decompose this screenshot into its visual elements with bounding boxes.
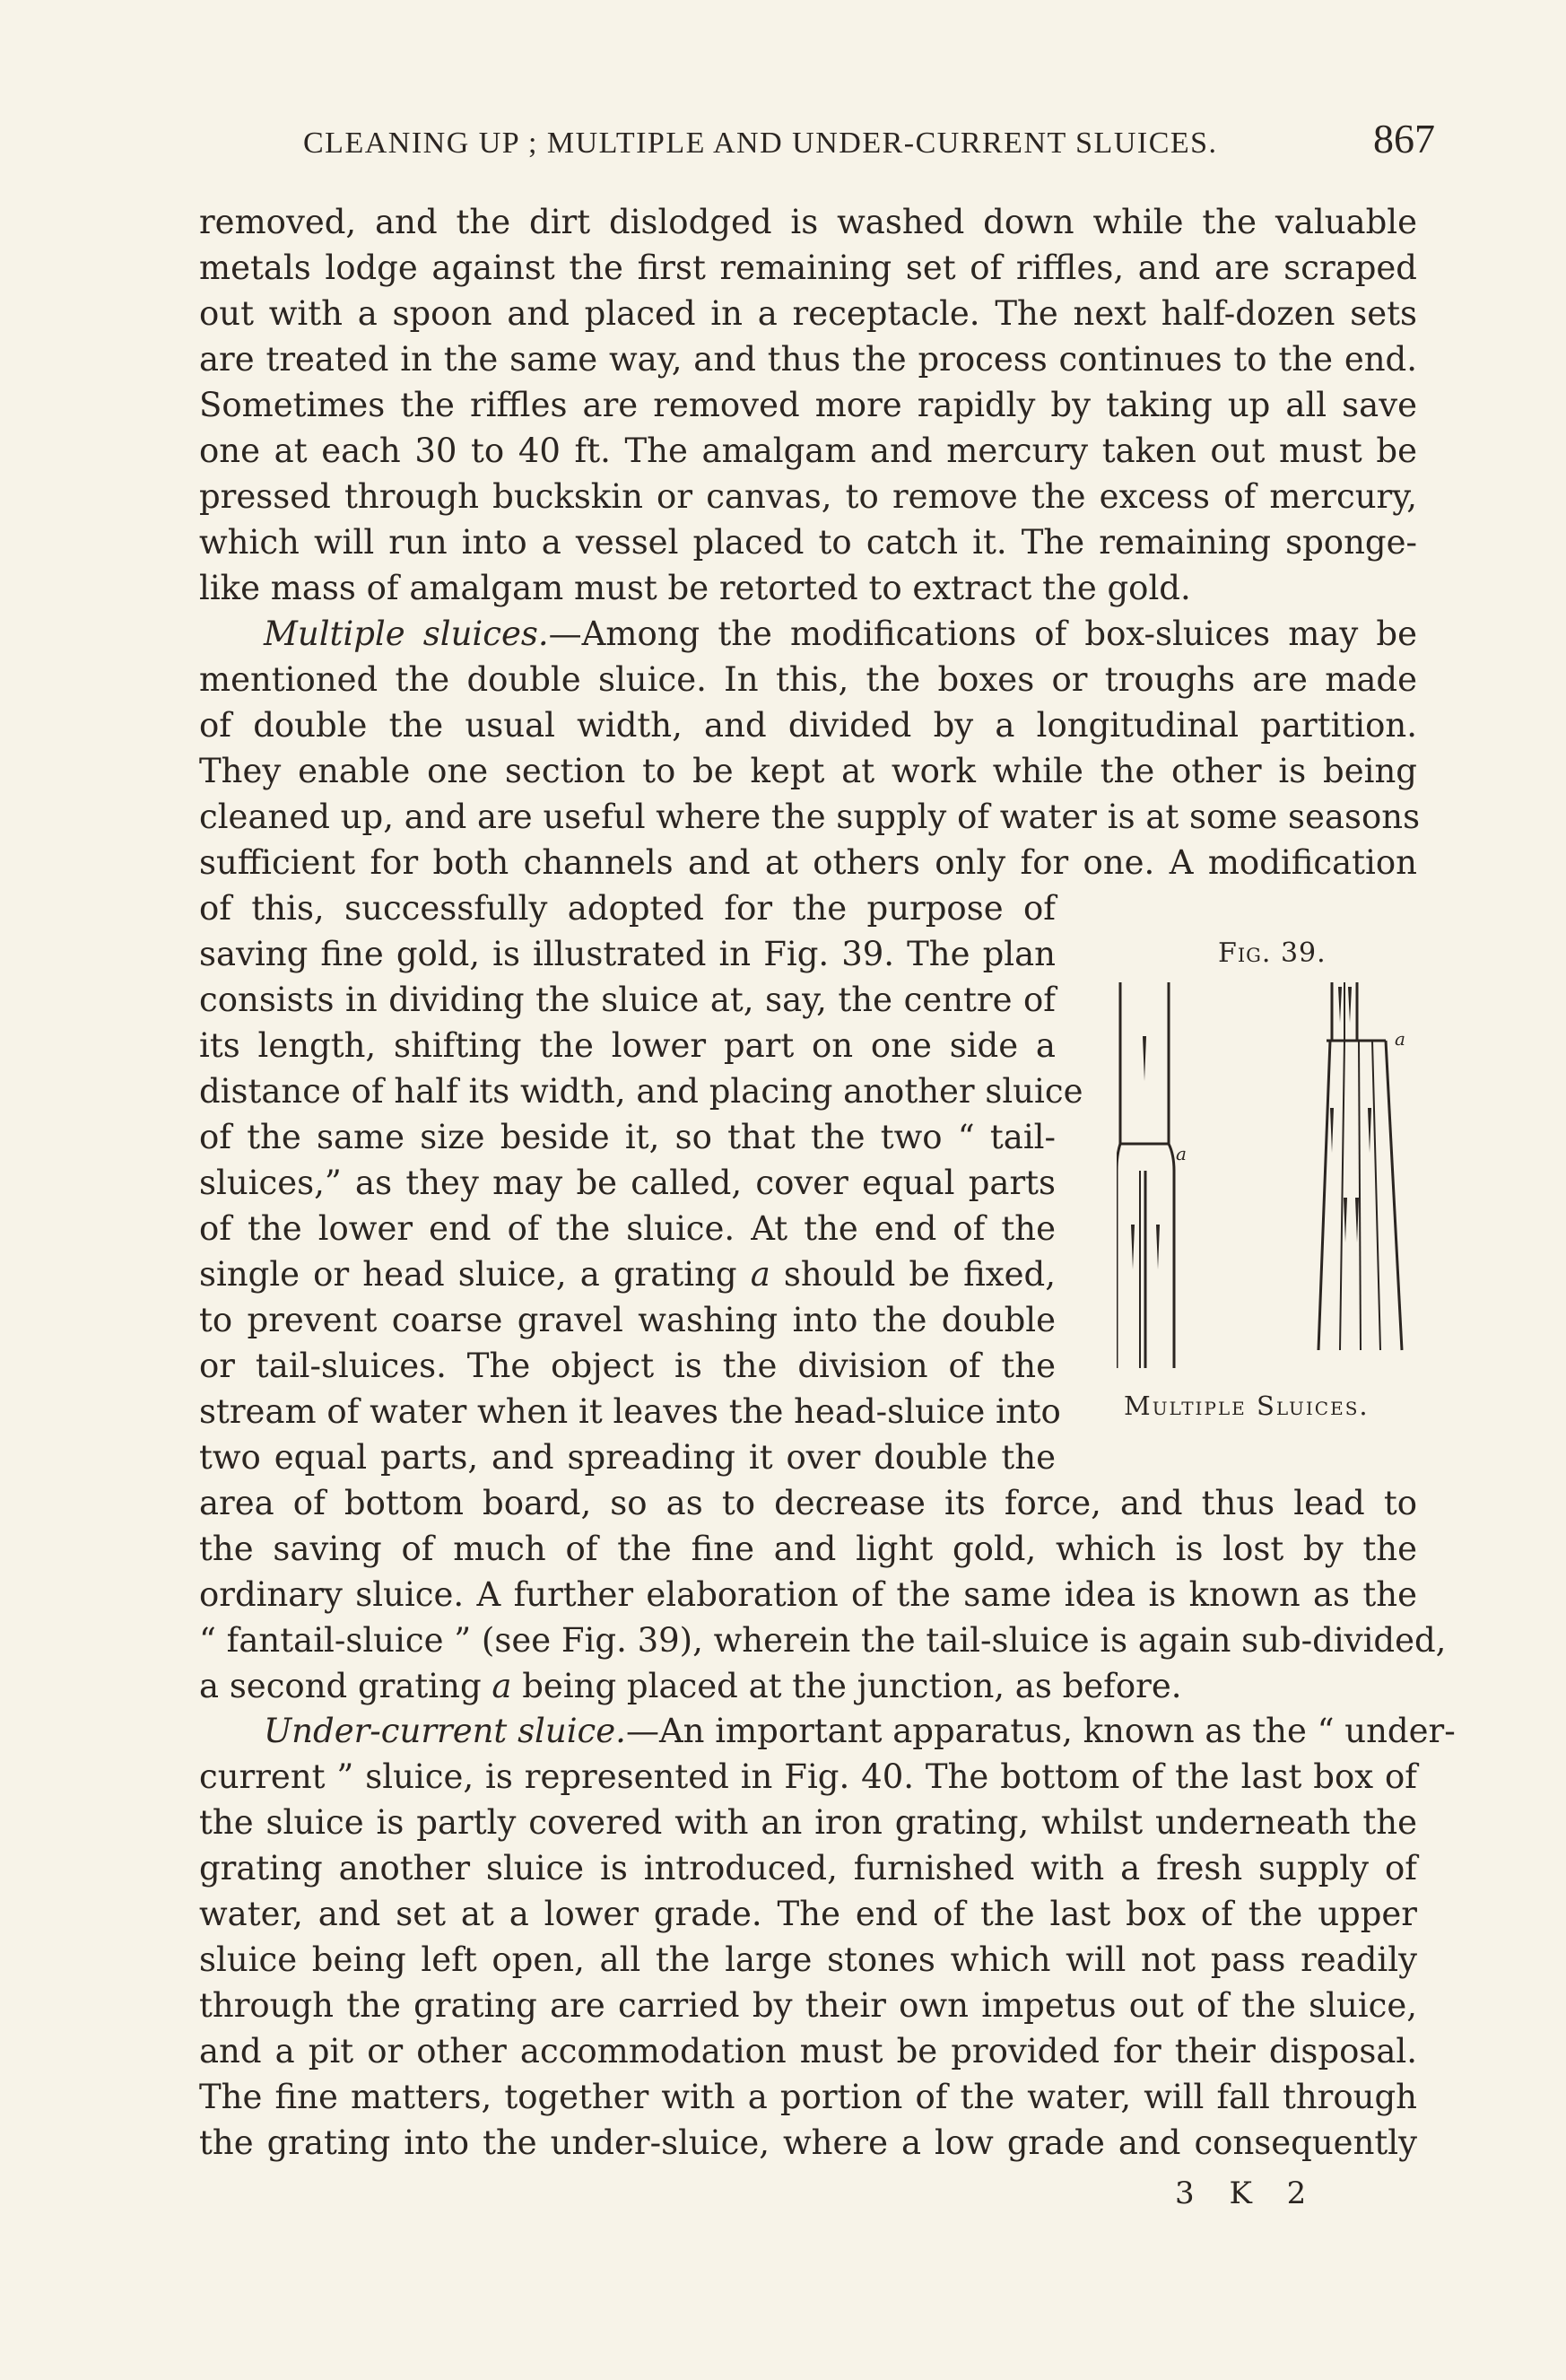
text-line: “ fantail-sluice ” (see Fig. 39), wherein the tail-sluice is again sub-divided, — [199, 1621, 1447, 1660]
text-line: ordinary sluice. A further elaboration of the same idea is known as the — [199, 1575, 1417, 1614]
paragraph-1 — [199, 199, 1417, 611]
text-line: water, and set at a lower grade. The end of the last box of the upper — [199, 1895, 1417, 1933]
text-line: out with a spoon and placed in a receptacle. The next half-dozen sets — [199, 294, 1417, 333]
text-line: area of bottom board, so as to decrease its force, and thus lead to — [199, 1484, 1417, 1522]
text-line: of this, successfully adopted for the purpose of — [199, 889, 1056, 928]
text-line: of double the usual width, and divided by a longitudinal partition. — [199, 706, 1417, 745]
text-line: and a pit or other accommodation must be provided for their disposal. — [199, 2032, 1417, 2071]
text-line: They enable one section to be kept at work while the other is being — [199, 752, 1417, 790]
text-line: Multiple sluices.—Among the modifications of box-sluices may be — [264, 615, 1418, 653]
text-line: sufficient for both channels and at others only for one. A modification — [199, 843, 1417, 882]
text-line: sluice being left open, all the large stones which will not pass readily — [199, 1940, 1417, 1979]
text-line: Sometimes the riffles are removed more rapidly by taking up all save — [199, 386, 1417, 424]
text-line: which will run into a vessel placed to catch it. The remaining sponge- — [199, 523, 1417, 562]
text-line: the grating into the under-sluice, where a low grade and consequently — [199, 2123, 1417, 2162]
text-line: two equal parts, and spreading it over double the — [199, 1438, 1056, 1477]
text-line: to prevent coarse gravel washing into the double — [199, 1301, 1056, 1339]
page-number: 867 — [1373, 116, 1435, 161]
tail-sluice-left-wall — [1117, 1144, 1120, 1368]
text-line: stream of water when it leaves the head-sluice into — [199, 1392, 1061, 1431]
text-line: of the same size beside it, so that the two “ tail- — [199, 1118, 1056, 1156]
figure-label: Fig. 39. — [1218, 937, 1327, 969]
section-heading: Multiple sluices. — [264, 615, 549, 653]
text-line: mentioned the double sluice. In this, the boxes or troughs are made — [199, 660, 1417, 699]
section-heading: Under-current sluice. — [264, 1712, 626, 1750]
text-line: like mass of amalgam must be retorted to extract the gold. — [199, 569, 1191, 607]
fantail-outer-left — [1318, 1041, 1330, 1350]
fantail-outer-right — [1386, 1041, 1402, 1350]
text-line: pressed through buckskin or canvas, to remove the excess of mercury, — [199, 477, 1417, 516]
text-line: saving fine gold, is illustrated in Fig. 39. The plan — [199, 935, 1056, 973]
paragraph-under-current-sluice — [199, 1708, 1456, 2166]
text-line: of the lower end of the sluice. At the end of the — [199, 1209, 1056, 1248]
text-line: or tail-sluices. The object is the division of the — [199, 1347, 1056, 1385]
text-line: cleaned up, and are useful where the supply of water is at some seasons — [199, 798, 1421, 836]
text-line: sluices,” as they may be called, cover equal parts — [199, 1164, 1056, 1202]
tail-sluice-right-wall — [1169, 1144, 1174, 1368]
figure-caption: Multiple Sluices. — [1124, 1391, 1370, 1421]
running-title: CLEANING UP ; MULTIPLE AND UNDER-CURRENT SLUICES. — [303, 126, 1218, 160]
text-line: distance of half its width, and placing another sluice — [199, 1072, 1083, 1111]
flow-arrows — [1131, 987, 1371, 1269]
text-line: consists in dividing the sluice at, say, the centre of — [199, 981, 1056, 1019]
text-line: are treated in the same way, and thus the process continues to the end. — [199, 340, 1417, 379]
text-beside-figure — [199, 885, 1083, 1480]
text-line: the saving of much of the fine and light gold, which is lost by the — [199, 1530, 1417, 1568]
text-line: metals lodge against the first remaining set of riffles, and are scraped — [199, 248, 1417, 287]
text-line: a second grating a being placed at the junction, as before. — [199, 1667, 1182, 1705]
text-line: Under-current sluice.—An important apparatus, known as the “ under- — [264, 1712, 1456, 1750]
grating-marker-left: a — [1176, 1143, 1187, 1164]
text-line: through the grating are carried by their own impetus out of the sluice, — [199, 1986, 1417, 2025]
text-line: The fine matters, together with a portion of the water, will fall through — [199, 2078, 1417, 2116]
grating-marker-right: a — [1395, 1028, 1405, 1050]
text-line: grating another sluice is introduced, furnished with a fresh supply of — [199, 1849, 1417, 1887]
text-line: removed, and the dirt dislodged is washed down while the valuable — [199, 203, 1417, 241]
running-header — [303, 115, 1435, 162]
multiple-sluices-figure — [1117, 928, 1422, 1431]
text-line: current ” sluice, is represented in Fig. 40. The bottom of the last box of — [199, 1757, 1417, 1796]
text-line: one at each 30 to 40 ft. The amalgam and mercury taken out must be — [199, 432, 1417, 470]
text-line: its length, shifting the lower part on one side a — [199, 1026, 1056, 1065]
text-line: single or head sluice, a grating a should be fixed, — [199, 1255, 1056, 1294]
text-line: the sluice is partly covered with an iron grating, whilst underneath the — [199, 1803, 1417, 1842]
signature-mark: 3 K 2 — [1175, 2175, 1319, 2211]
